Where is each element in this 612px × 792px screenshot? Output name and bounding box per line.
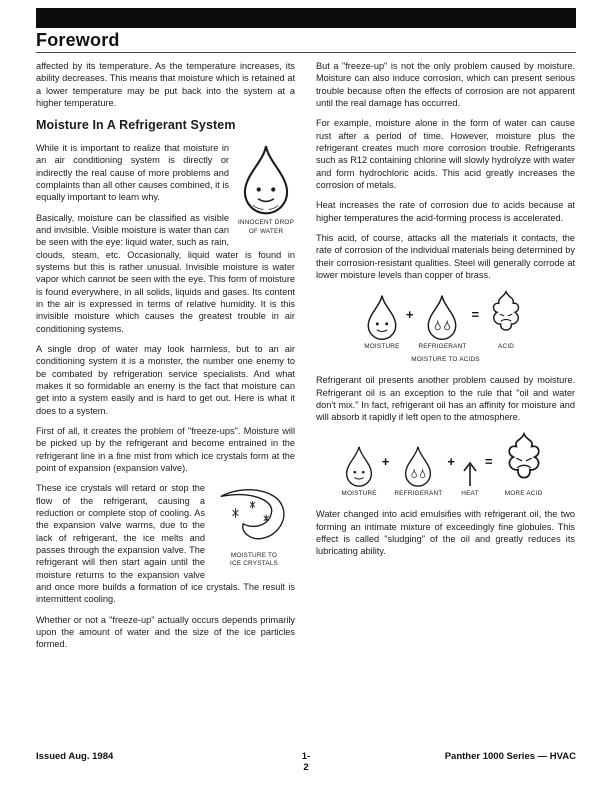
more-acid-unit: MORE ACID xyxy=(498,432,550,499)
moisture-unit: MOISTURE xyxy=(363,293,401,352)
heat-arrow-icon xyxy=(460,458,480,488)
refrigerant-drop-icon xyxy=(423,293,461,341)
acid-unit: ACID xyxy=(484,289,528,352)
paragraph: Refrigerant oil presents another problem caused by moisture. Refrigerant oil is an exception to the rule that "oil and water don't mix." In fact, refrigerant oil has an affinity for moisture and will absorb it rapidly if left open to the atmosphere. xyxy=(316,375,575,423)
paragraph: A single drop of water may look harmless, but to an air conditioning system it is a monster, the number one enemy to be combated by refrigeration service specialists. And what makes it so formidable an enemy is the fact that moisture can get into a system easily and is hard to get out. Here is what it does to a system. xyxy=(36,343,295,416)
paragraph: Water changed into acid emulsifies with refrigerant oil, the two forming an intimate mixture of exceedingly fine globules. This effect is called "sludging" of the oil and greatly reduces its lubricating ability. xyxy=(316,509,575,557)
figure-caption: INNOCENT DROP OF WATER xyxy=(237,219,295,236)
section-heading: Moisture In A Refrigerant System xyxy=(36,118,236,133)
header-rule xyxy=(36,52,576,53)
acid-flame-icon xyxy=(484,289,528,341)
page-title: Foreword xyxy=(36,30,120,50)
paragraph-with-figure xyxy=(36,482,295,605)
paragraph: While it is important to realize that moisture in an air conditioning system is directly or indirectly the real cause of more problems and complaints than all other causes combined, it is equally important to learn why. xyxy=(36,143,229,203)
equals-sign: = xyxy=(484,453,493,469)
ice-crystals-figure xyxy=(213,482,295,569)
paragraph: Basically, moisture can be classified as visible and invisible. Visible moisture is water than can be seen with the eye: liquid water, such as rain, clouds, steam, etc. Occasionally, liquid water is found in systems but this is rather unusual. Invisible moisture is water vapor which cannot be seen with the eye. This form of moisture is found everywhere, in all solids, liquids and gases. Its content in the air is expressed in terms of relative humidity. It is this invisible moisture which causes the greatest trouble in air conditioning systems. xyxy=(36,212,295,334)
heat-unit: HEAT xyxy=(460,458,480,499)
more-acid-equation-row xyxy=(316,432,575,499)
refrigerant-unit: REFRIGERANT xyxy=(394,444,442,499)
expansion-valve-icon xyxy=(213,482,295,548)
footer-page-number: 1-2 xyxy=(301,751,311,773)
footer-series-title: Panther 1000 Series — HVAC xyxy=(444,751,577,762)
refrigerant-unit: REFRIGERANT xyxy=(418,293,466,352)
moisture-drop-icon xyxy=(363,293,401,341)
left-column xyxy=(36,60,295,659)
water-drop-icon xyxy=(237,142,295,216)
paragraph-with-figure xyxy=(36,142,295,236)
paragraph: This acid, of course, attacks all the materials it contacts, the rate of corrosion of the individual materials being determined by their corrosion-resistant qualities. Steel will generally corrode at lower moisture levels than copper of brass. xyxy=(316,232,575,280)
paragraph: These ice crystals will retard or stop the flow of the refrigerant, causing a reduction or complete stop of cooling. As the expansion valve warms, due to the lack of refrigerant, the ice melts and passes through the expansion valve. The refrigerant will then start again until the moisture returns to the expansion valve and once more builds a formation of ice crystals. The result is intermittent cooling. xyxy=(36,483,295,605)
more-acid-flame-icon xyxy=(498,432,550,488)
right-column xyxy=(316,60,575,659)
moisture-to-acids-figure xyxy=(316,289,575,364)
figure-caption: MOISTURE TO ACIDS xyxy=(411,355,480,363)
equals-sign: = xyxy=(471,307,480,323)
acid-equation-row xyxy=(316,289,575,352)
footer-issued-date: Issued Aug. 1984 xyxy=(36,751,114,762)
body-columns xyxy=(36,60,576,659)
refrigerant-drop-icon xyxy=(401,444,435,488)
moisture-unit: MOISTURE xyxy=(341,444,376,499)
innocent-drop-figure xyxy=(237,142,295,237)
plus-sign: + xyxy=(381,453,390,469)
moisture-drop-icon xyxy=(342,444,376,488)
header-bar xyxy=(36,8,576,28)
paragraph: Whether or not a "freeze-up" actually occurs depends primarily upon the amount of water and the size of the ice particles formed. xyxy=(36,614,295,650)
paragraph: affected by its temperature. As the temperature increases, its ability decreases. This means that moisture which is retained at a lower temperature may be put back into the system at a higher temperature. xyxy=(36,61,295,108)
more-acid-figure xyxy=(316,432,575,499)
plus-sign: + xyxy=(405,307,414,323)
paragraph: For example, moisture alone in the form of water can cause rust after a period of time. However, moisture plus the refrigerant creates much more corrosion trouble. Refrigerants such as R12 containing chlorine will slowly hydrolyze with water and form hydrochloric acids. This acid greatly increases the corrosion of metals. xyxy=(316,118,575,190)
paragraph: But a "freeze-up" is not the only problem caused by moisture. Moisture can also induce corrosion, which can present serious trouble because often the effects of corrosion are not apparent until the real damage has occurred. xyxy=(316,61,575,108)
paragraph: First of all, it creates the problem of "freeze-ups". Moisture will be picked up by the refrigerant and become entrained in the refrigerant line in a fine mist from which ice crystals form at the point of expansion (expansion valve). xyxy=(36,425,295,473)
page-footer xyxy=(36,751,576,773)
figure-caption: MOISTURE TO ICE CRYSTALS xyxy=(230,551,278,568)
paragraph: Heat increases the rate of corrosion due to acids because at higher temperatures the acid-forming process is accelerated. xyxy=(316,200,575,223)
plus-sign: + xyxy=(447,453,455,469)
